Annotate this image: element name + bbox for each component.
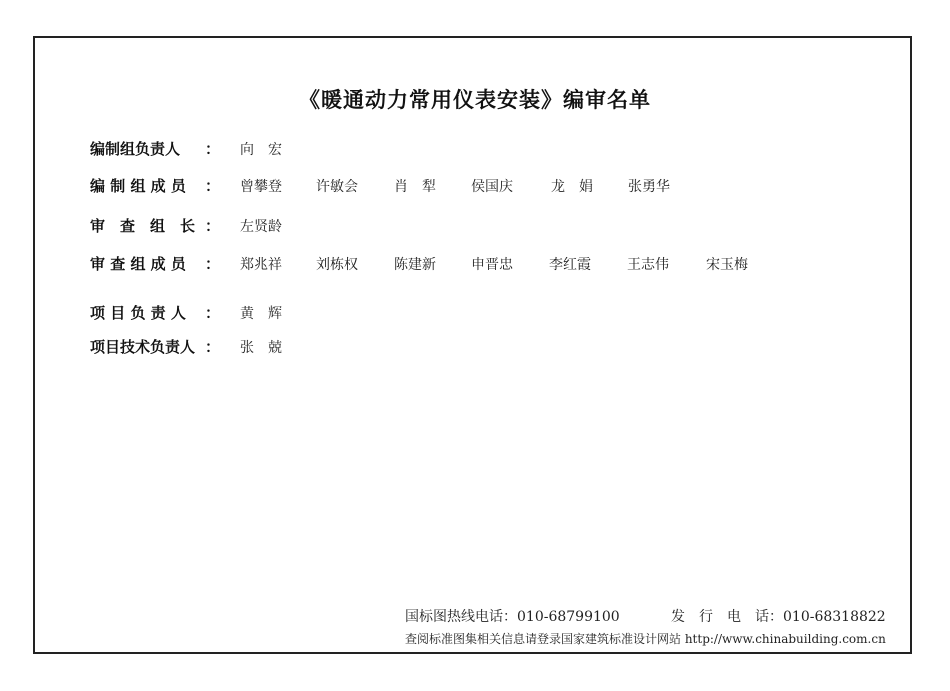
person-name: 曾攀登 <box>240 179 282 195</box>
row-colon: ： <box>205 140 221 158</box>
person-name: 张勇华 <box>628 179 670 195</box>
row-colon: ： <box>205 217 221 235</box>
person-name: 郑兆祥 <box>240 257 282 273</box>
person-name: 申晋忠 <box>471 257 513 273</box>
publish-phone: 发 行 电 话：010-68318822 <box>671 609 886 625</box>
row-label-editor-lead: 编制组负责人 <box>90 140 181 158</box>
row-label-review-head: 审 查 组 长 <box>90 217 196 235</box>
person-name: 陈建新 <box>394 257 436 273</box>
row-colon: ： <box>205 255 221 273</box>
person-name: 肖 犁 <box>394 179 436 195</box>
person-name: 黄 辉 <box>240 306 282 322</box>
row-colon: ： <box>205 177 221 195</box>
person-name: 龙 娟 <box>551 179 593 195</box>
person-name: 李红霞 <box>549 257 591 273</box>
person-name: 宋玉梅 <box>706 257 748 273</box>
row-colon: ： <box>205 304 221 322</box>
person-name: 左贤龄 <box>240 219 282 235</box>
person-name: 张 兢 <box>240 340 282 356</box>
row-label-review-members: 审 查 组 成 员 <box>90 255 186 273</box>
row-colon: ： <box>205 338 221 356</box>
page-title: 《暖通动力常用仪表安装》编审名单 <box>299 88 651 112</box>
person-name: 侯国庆 <box>471 179 513 195</box>
website-note: 查阅标准图集相关信息请登录国家建筑标准设计网站 http://www.chinabuilding.com.cn <box>405 632 886 646</box>
row-label-tech-lead: 项目技术负责人 <box>90 338 196 356</box>
person-name: 刘栋权 <box>316 257 358 273</box>
hotline-phone: 国标图热线电话：010-68799100 <box>405 609 620 625</box>
person-name: 许敏会 <box>316 179 358 195</box>
row-label-editor-members: 编 制 组 成 员 <box>90 177 186 195</box>
person-name: 向 宏 <box>240 142 282 158</box>
person-name: 王志伟 <box>627 257 669 273</box>
row-label-project-lead: 项 目 负 责 人 <box>90 304 186 322</box>
